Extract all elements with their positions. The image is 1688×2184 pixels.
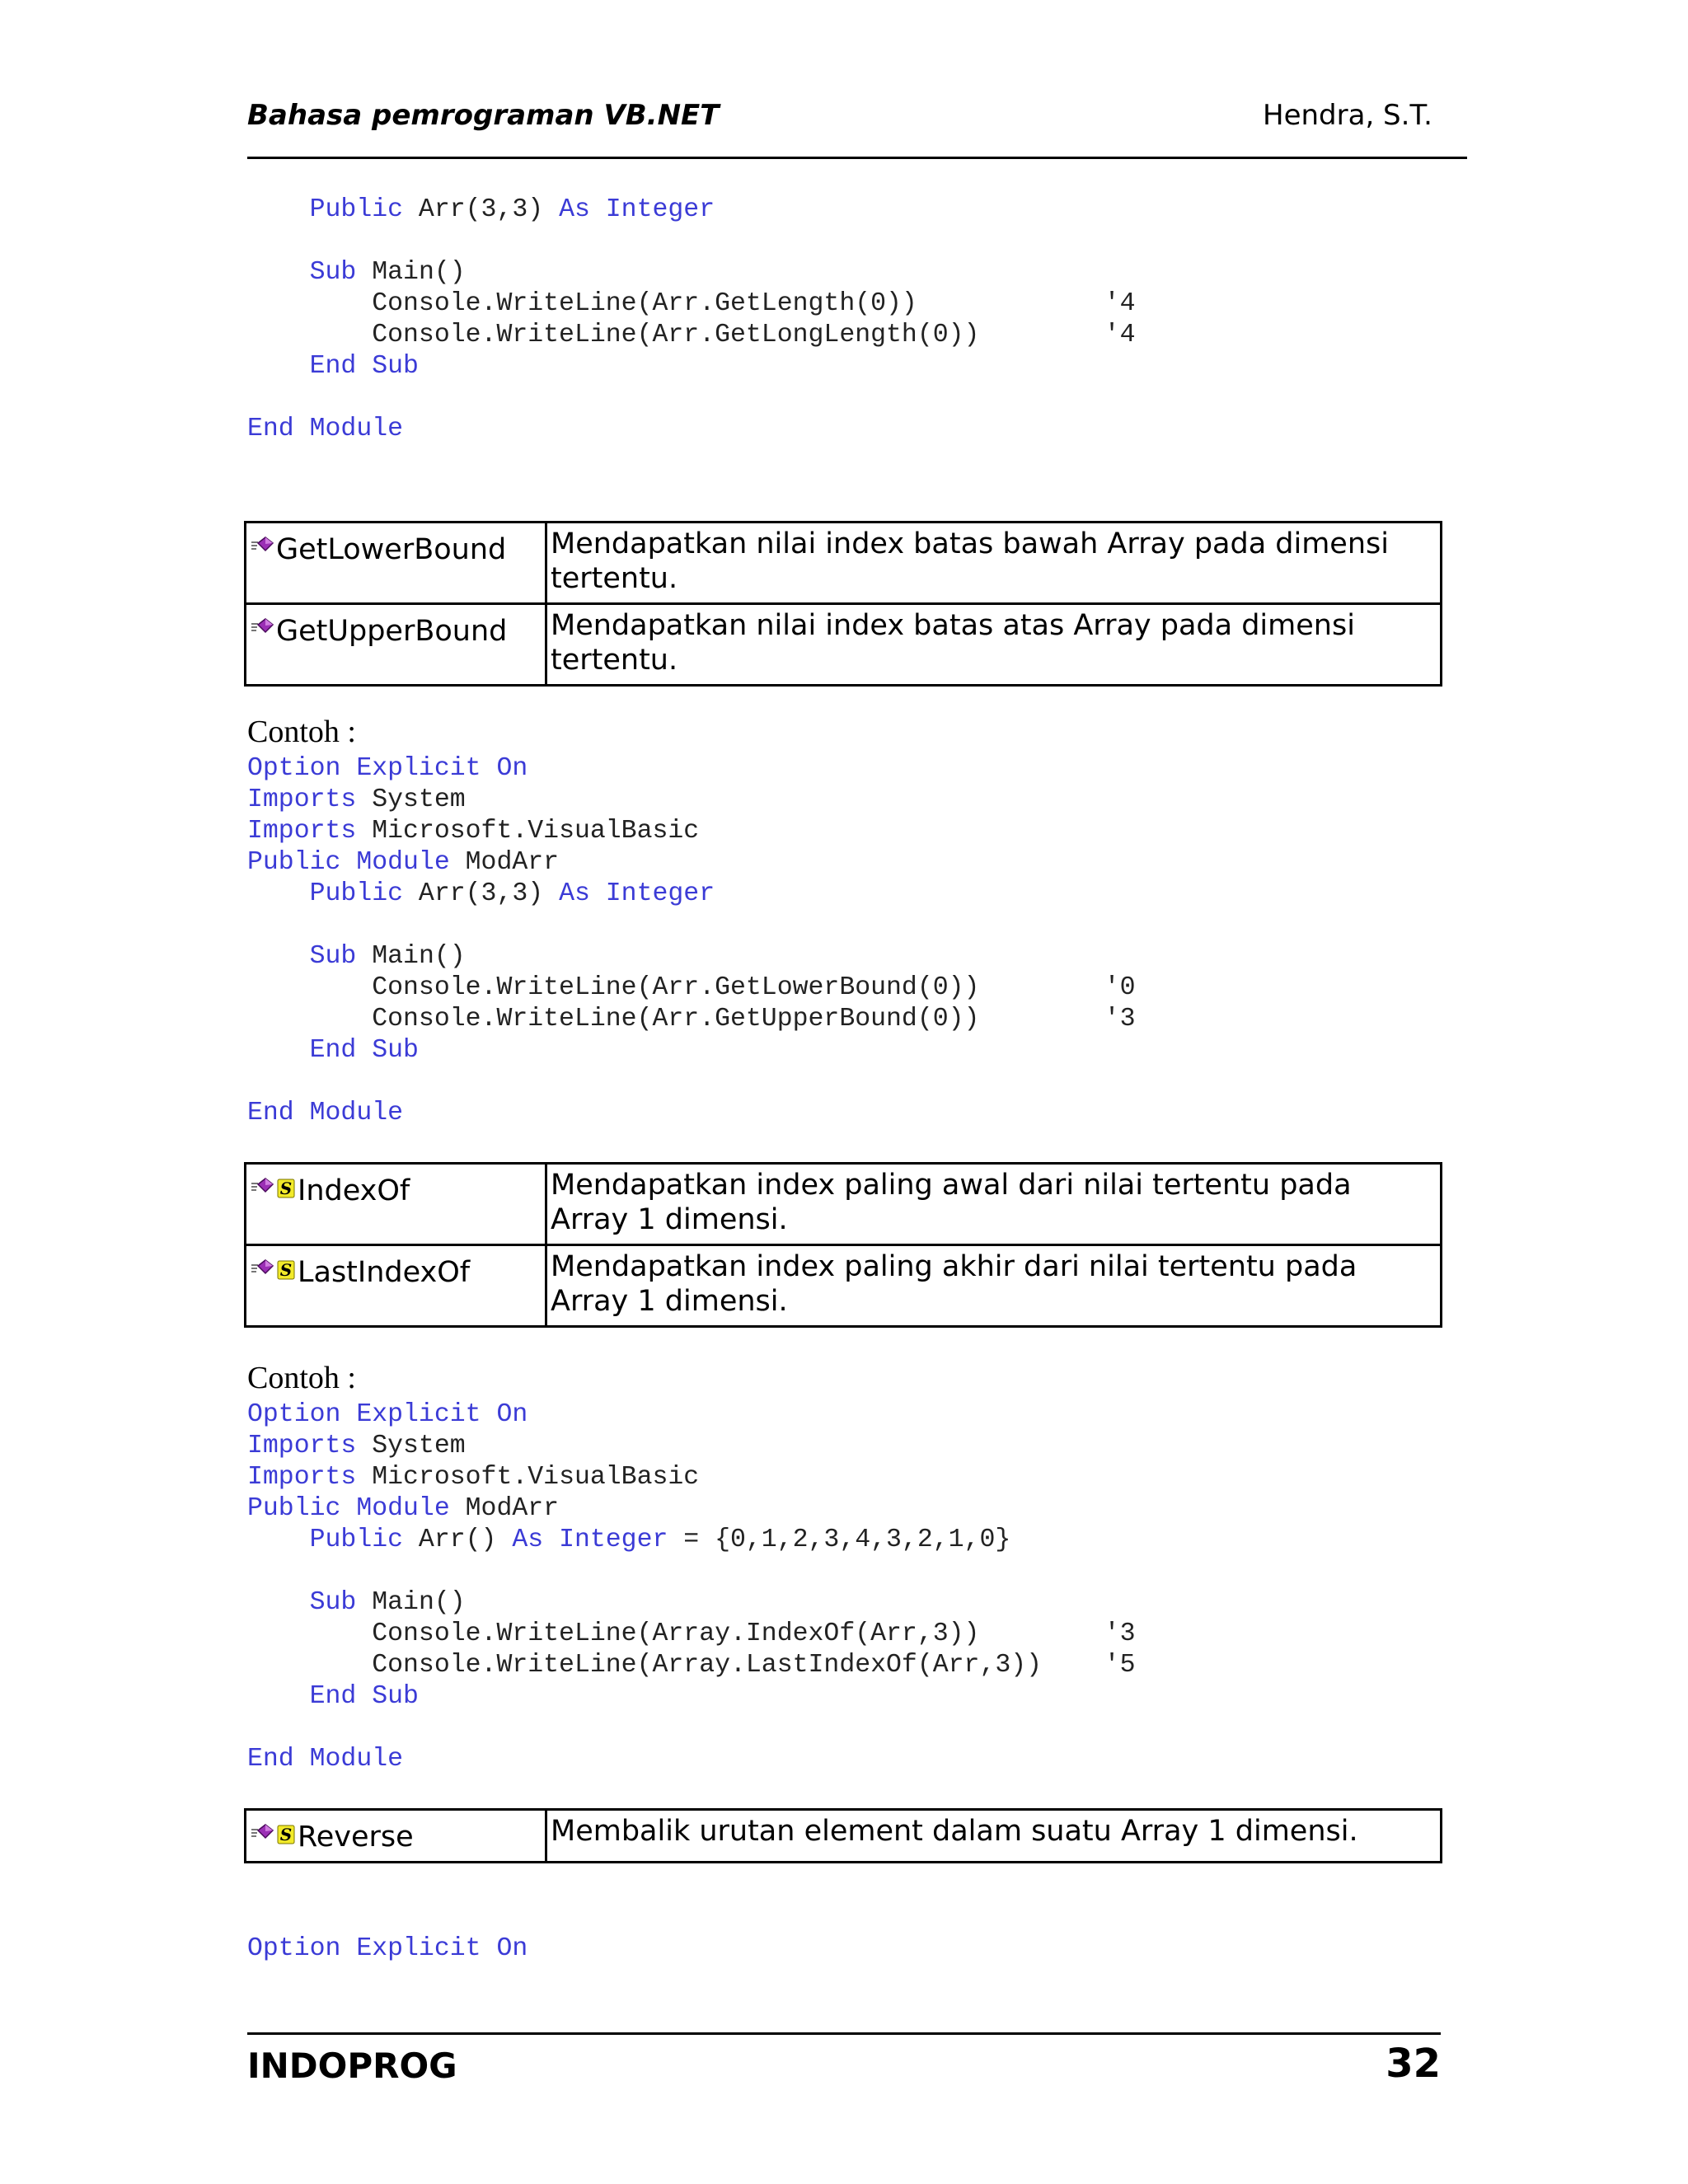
code-block-2 [247, 753, 1135, 1129]
code-line [247, 1744, 1135, 1775]
code-line [247, 1681, 1135, 1713]
code-keyword: Imports [247, 1432, 357, 1460]
code-text: = {0,1,2,3,4,3,2,1,0} [668, 1526, 1011, 1554]
code-line [247, 1650, 1135, 1681]
code-keyword: Option Explicit On [247, 754, 528, 783]
code-line [247, 414, 1135, 445]
code-line [247, 1098, 1135, 1129]
code-text: ModArr [449, 1494, 560, 1523]
code-line [247, 1933, 528, 1965]
code-keyword: Sub [247, 942, 357, 971]
code-line [247, 1399, 1135, 1431]
code-line [247, 847, 1135, 879]
code-line [247, 1525, 1135, 1556]
code-keyword: Public Module [247, 1494, 450, 1523]
code-line [247, 1556, 1135, 1587]
method-description: Mendapatkan index paling awal dari nilai tertentu pada Array 1 dimensi. [546, 1164, 1442, 1245]
method-table-bounds [244, 521, 1442, 687]
static-member-icon [276, 1255, 296, 1290]
code-line [247, 941, 1135, 972]
code-line [247, 226, 1135, 257]
method-row [246, 523, 1442, 604]
code-keyword: End Sub [247, 1682, 419, 1711]
code-keyword: Imports [247, 785, 357, 814]
code-block-4 [247, 1933, 528, 1965]
method-icon [250, 1174, 274, 1208]
code-line [247, 910, 1135, 941]
method-table-reverse [244, 1808, 1442, 1863]
code-line [247, 1462, 1135, 1493]
code-line [247, 257, 1135, 288]
code-line [247, 288, 1135, 320]
code-keyword: Public [247, 195, 404, 224]
method-description: Mendapatkan nilai index batas bawah Array pada dimensi tertentu. [546, 523, 1442, 604]
code-keyword: As Integer [512, 1526, 668, 1554]
code-line [247, 1035, 1135, 1066]
method-name-cell [246, 604, 546, 686]
code-line [247, 972, 1135, 1004]
code-line [247, 1066, 1135, 1098]
code-text: System [356, 1432, 466, 1460]
svg-text:S: S [279, 1179, 293, 1198]
code-line [247, 879, 1135, 910]
method-row [246, 1810, 1442, 1863]
method-name: GetUpperBound [276, 615, 508, 648]
code-line [247, 382, 1135, 414]
code-line [247, 816, 1135, 847]
code-keyword: As Integer [559, 195, 715, 224]
code-line [247, 1587, 1135, 1619]
running-header-title: Bahasa pemrograman VB.NET [247, 99, 720, 132]
footer-rule [247, 2032, 1441, 2035]
code-line [247, 1493, 1135, 1525]
code-block-1 [247, 194, 1135, 445]
code-keyword: End Module [247, 415, 404, 443]
header-rule [247, 157, 1467, 159]
code-keyword: Imports [247, 817, 357, 846]
code-block-3 [247, 1399, 1135, 1775]
code-line [247, 753, 1135, 785]
code-keyword: Sub [247, 258, 357, 287]
code-text: Arr() [403, 1526, 513, 1554]
code-keyword: Public [247, 1526, 404, 1554]
code-line [247, 785, 1135, 816]
page-number: 32 [1386, 2041, 1441, 2087]
code-keyword: End Sub [247, 352, 419, 381]
code-keyword: Option Explicit On [247, 1400, 528, 1429]
code-keyword: End Module [247, 1099, 404, 1127]
method-description: Mendapatkan index paling akhir dari nilai tertentu pada Array 1 dimensi. [546, 1245, 1442, 1327]
code-text: Main() [356, 258, 466, 287]
code-text: System [356, 785, 466, 814]
code-text: Console.WriteLine(Arr.GetLowerBound(0)) '0 [247, 973, 1136, 1002]
code-text: Console.WriteLine(Array.IndexOf(Arr,3)) '3 [247, 1619, 1136, 1648]
code-keyword: Public [247, 879, 404, 908]
method-name: LastIndexOf [298, 1256, 471, 1289]
method-icon [250, 532, 274, 567]
method-description: Mendapatkan nilai index batas atas Array pada dimensi tertentu. [546, 604, 1442, 686]
method-name: Reverse [298, 1821, 414, 1854]
code-keyword: Imports [247, 1463, 357, 1492]
code-text: Console.WriteLine(Arr.GetLongLength(0)) '4 [247, 321, 1136, 349]
method-name-cell [246, 1810, 546, 1863]
code-line [247, 1004, 1135, 1035]
method-name-cell [246, 523, 546, 604]
method-name: GetLowerBound [276, 533, 507, 566]
example-label-2: Contoh : [247, 1361, 356, 1395]
code-keyword: End Sub [247, 1036, 419, 1065]
code-text: Main() [356, 1588, 466, 1617]
code-keyword: Sub [247, 1588, 357, 1617]
method-row [246, 604, 1442, 686]
code-keyword: Option Explicit On [247, 1934, 528, 1963]
code-text: Main() [356, 942, 466, 971]
code-keyword: Public Module [247, 848, 450, 877]
method-icon [250, 1820, 274, 1854]
code-text: Console.WriteLine(Arr.GetUpperBound(0)) '3 [247, 1005, 1136, 1033]
footer-brand: INDOPROG [247, 2046, 457, 2086]
example-label-1: Contoh : [247, 715, 356, 749]
code-line [247, 1713, 1135, 1744]
code-line [247, 1431, 1135, 1462]
svg-text:S: S [279, 1260, 293, 1280]
code-text: Console.WriteLine(Arr.GetLength(0)) '4 [247, 289, 1136, 318]
code-text: Console.WriteLine(Array.LastIndexOf(Arr,3)) '5 [247, 1651, 1136, 1680]
running-header-author: Hendra, S.T. [1263, 99, 1432, 132]
method-row [246, 1245, 1442, 1327]
code-line [247, 351, 1135, 382]
code-line [247, 320, 1135, 351]
svg-text:S: S [279, 1825, 293, 1844]
code-text: Microsoft.VisualBasic [356, 1463, 700, 1492]
static-member-icon [276, 1174, 296, 1208]
code-keyword: End Module [247, 1745, 404, 1774]
method-icon [250, 614, 274, 649]
method-name-cell [246, 1245, 546, 1327]
code-text: ModArr [449, 848, 560, 877]
code-text: Microsoft.VisualBasic [356, 817, 700, 846]
static-member-icon [276, 1820, 296, 1854]
code-text: Arr(3,3) [403, 879, 560, 908]
code-keyword: As Integer [559, 879, 715, 908]
method-name: IndexOf [298, 1174, 410, 1207]
code-line [247, 1619, 1135, 1650]
code-text: Arr(3,3) [403, 195, 560, 224]
method-icon [250, 1255, 274, 1290]
method-table-index [244, 1162, 1442, 1328]
method-description: Membalik urutan element dalam suatu Array 1 dimensi. [546, 1810, 1442, 1863]
method-name-cell [246, 1164, 546, 1245]
method-row [246, 1164, 1442, 1245]
code-line [247, 194, 1135, 226]
